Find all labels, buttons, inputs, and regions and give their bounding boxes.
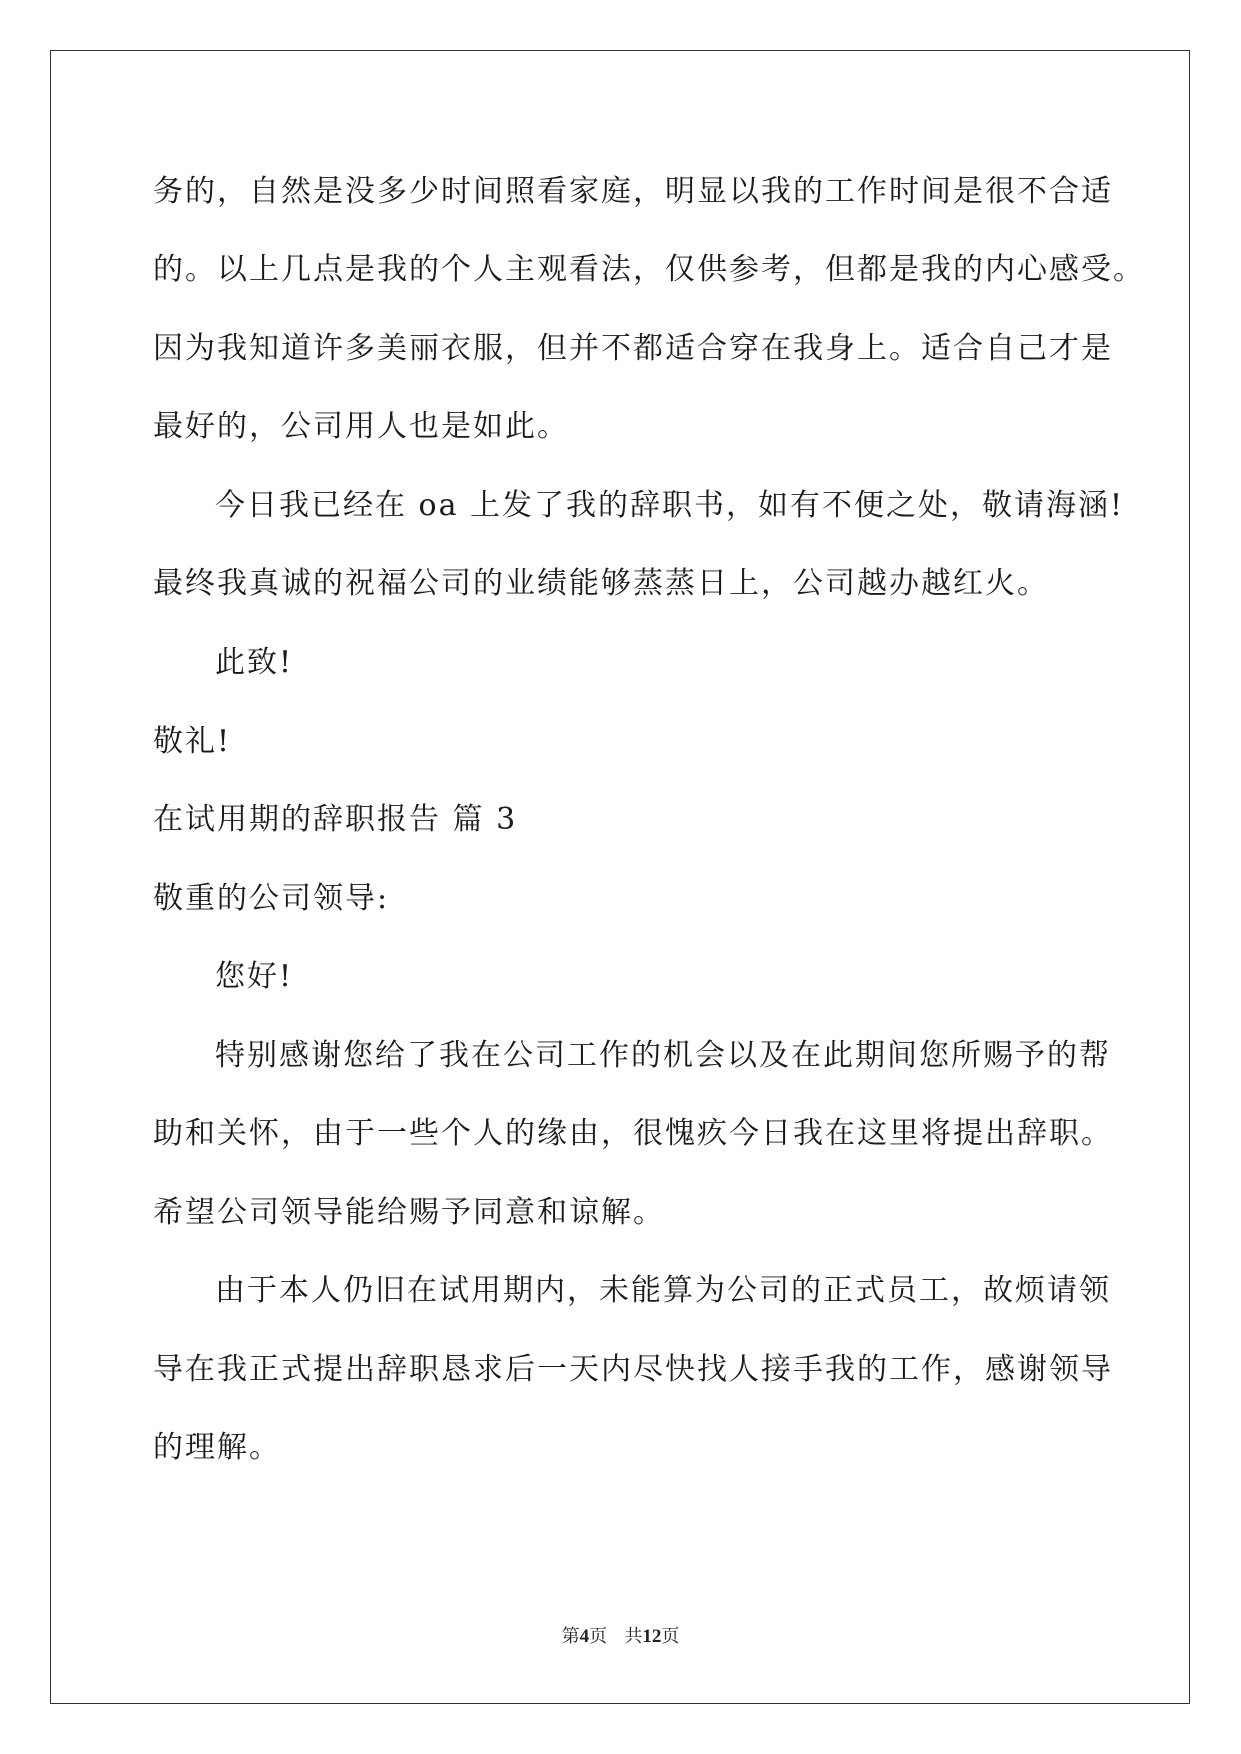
greeting-recipient: 敬重的公司领导: <box>153 881 390 916</box>
text-line: 的。以上几点是我的个人主观看法，仅供参考，但都是我的内心感受。 <box>153 252 1145 287</box>
footer-total-suffix: 页 <box>661 1626 680 1647</box>
text-line: 助和关怀，由于一些个人的缘由，很愧疚今日我在这里将提出辞职。 <box>153 1116 1113 1151</box>
text-line: 希望公司领导能给赐予同意和谅解。 <box>153 1195 665 1230</box>
text-line: 最好的，公司用人也是如此。 <box>153 409 569 444</box>
page-footer <box>0 1622 1241 1648</box>
text-line: 务的，自然是没多少时间照看家庭，明显以我的工作时间是很不合适 <box>153 174 1113 209</box>
text-line: 因为我知道许多美丽衣服，但并不都适合穿在我身上。适合自己才是 <box>153 331 1113 366</box>
closing-regards: 敬礼! <box>153 724 232 759</box>
footer-prefix: 第 <box>561 1626 580 1647</box>
total-pages-number: 12 <box>642 1626 662 1647</box>
text-line: 导在我正式提出辞职恳求后一天内尽快找人接手我的工作，感谢领导 <box>153 1352 1113 1387</box>
footer-total-prefix: 共 <box>624 1626 643 1647</box>
text-line: 由于本人仍旧在试用期内，未能算为公司的正式员工，故烦请领 <box>215 1273 1111 1308</box>
current-page-number: 4 <box>579 1626 590 1647</box>
closing-salutation: 此致! <box>215 645 294 680</box>
text-line: 的理解。 <box>153 1430 281 1465</box>
footer-page-word: 页 <box>589 1626 608 1647</box>
section-heading: 在试用期的辞职报告 篇 3 <box>153 802 518 837</box>
text-line: 特别感谢您给了我在公司工作的机会以及在此期间您所赐予的帮 <box>215 1038 1111 1073</box>
greeting: 您好! <box>215 959 294 994</box>
text-line: 最终我真诚的祝福公司的业绩能够蒸蒸日上，公司越办越红火。 <box>153 566 1049 601</box>
text-line: 今日我已经在 oa 上发了我的辞职书，如有不便之处，敬请海涵! <box>215 488 1125 523</box>
